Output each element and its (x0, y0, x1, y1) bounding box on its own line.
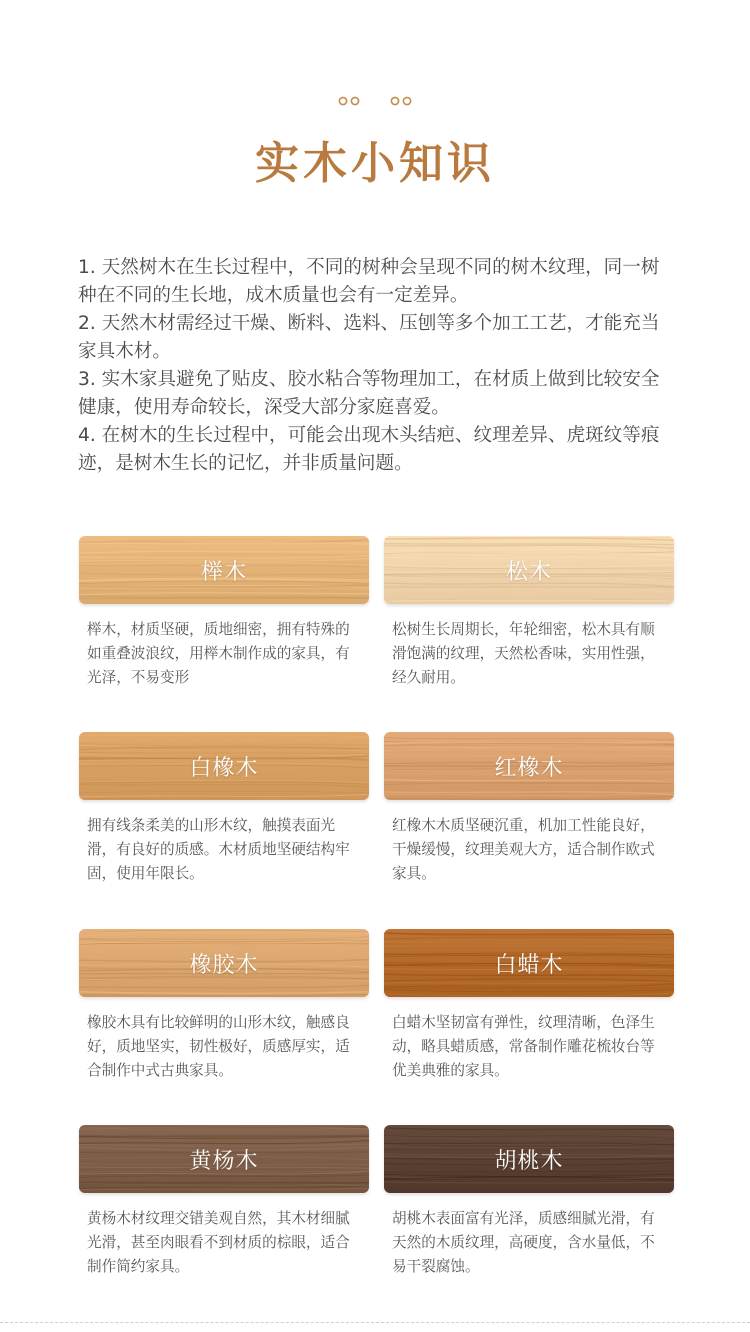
wood-swatch (79, 929, 369, 997)
wood-description: 胡桃木表面富有光泽，质感细腻光滑，有天然的木质纹理，高硬度，含水量低，不易干裂腐蚀。 (392, 1210, 655, 1275)
wood-name-label: 白蜡木 (494, 952, 564, 978)
bottom-divider (0, 1322, 750, 1323)
wood-card-ash (384, 929, 674, 1083)
wood-name-label: 白橡木 (189, 755, 259, 781)
intro-paragraph: 1. 天然树木在生长过程中，不同的树种会呈现不同的树木纹理，同一树种在不同的生长地，成木质量也会有一定差异。 (78, 257, 660, 306)
wood-card-white-oak (79, 732, 369, 886)
wood-swatch (384, 1125, 674, 1193)
page-title: 实木小知识 (255, 138, 495, 189)
wood-card-boxwood (79, 1125, 369, 1279)
wood-name-label: 胡桃木 (494, 1148, 564, 1174)
wood-name-label: 松木 (505, 559, 552, 585)
wood-description: 白蜡木坚韧富有弹性，纹理清晰，色泽生动，略具蜡质感，常备制作雕花梳妆台等优美典雅的家具。 (392, 1014, 655, 1079)
intro-paragraph: 3. 实木家具避免了贴皮、胶水粘合等物理加工，在材质上做到比较安全健康，使用寿命较长，深受大部分家庭喜爱。 (78, 369, 660, 418)
intro-paragraph: 4. 在树木的生长过程中，可能会出现木头结疤、纹理差异、虎斑纹等痕迹，是树木生长的记忆，并非质量问题。 (78, 425, 660, 474)
intro-text (78, 254, 678, 478)
wood-swatch (384, 536, 674, 604)
moon-ornament-icon (0, 88, 750, 114)
wood-card-pine (384, 536, 674, 690)
wood-name-label: 橡胶木 (189, 952, 259, 978)
intro-paragraph: 2. 天然木材需经过干燥、断料、选料、压刨等多个加工工艺，才能充当家具木材。 (78, 313, 660, 362)
wood-description: 拥有线条柔美的山形木纹，触摸表面光滑，有良好的质感。木材质地坚硬结构牢固，使用年限长。 (87, 817, 350, 882)
wood-swatch (79, 732, 369, 800)
wood-swatch (79, 536, 369, 604)
wood-card-beech (79, 536, 369, 690)
wood-description: 红橡木木质坚硬沉重，机加工性能良好，干燥缓慢，纹理美观大方，适合制作欧式家具。 (392, 817, 655, 882)
wood-description: 松树生长周期长，年轮细密，松木具有顺滑饱满的纹理，天然松香味，实用性强，经久耐用。 (392, 621, 655, 686)
wood-card-red-oak (384, 732, 674, 886)
wood-name-label: 红橡木 (494, 755, 564, 781)
wood-swatch (384, 732, 674, 800)
wood-description: 黄杨木材纹理交错美观自然，其木材细腻光滑，甚至肉眼看不到材质的棕眼，适合制作简约家具。 (87, 1210, 350, 1275)
wood-name-label: 黄杨木 (189, 1148, 259, 1174)
wood-description: 橡胶木具有比较鲜明的山形木纹，触感良好，质地坚实，韧性极好，质感厚实，适合制作中式古典家具。 (87, 1014, 350, 1079)
wood-card-walnut (384, 1125, 674, 1279)
wood-description: 榉木，材质坚硬，质地细密，拥有特殊的如重叠波浪纹，用榉木制作成的家具，有光泽，不易变形 (87, 621, 350, 686)
wood-card-rubberwood (79, 929, 369, 1083)
wood-swatch (79, 1125, 369, 1193)
wood-swatch (384, 929, 674, 997)
wood-name-label: 榉木 (200, 559, 247, 585)
